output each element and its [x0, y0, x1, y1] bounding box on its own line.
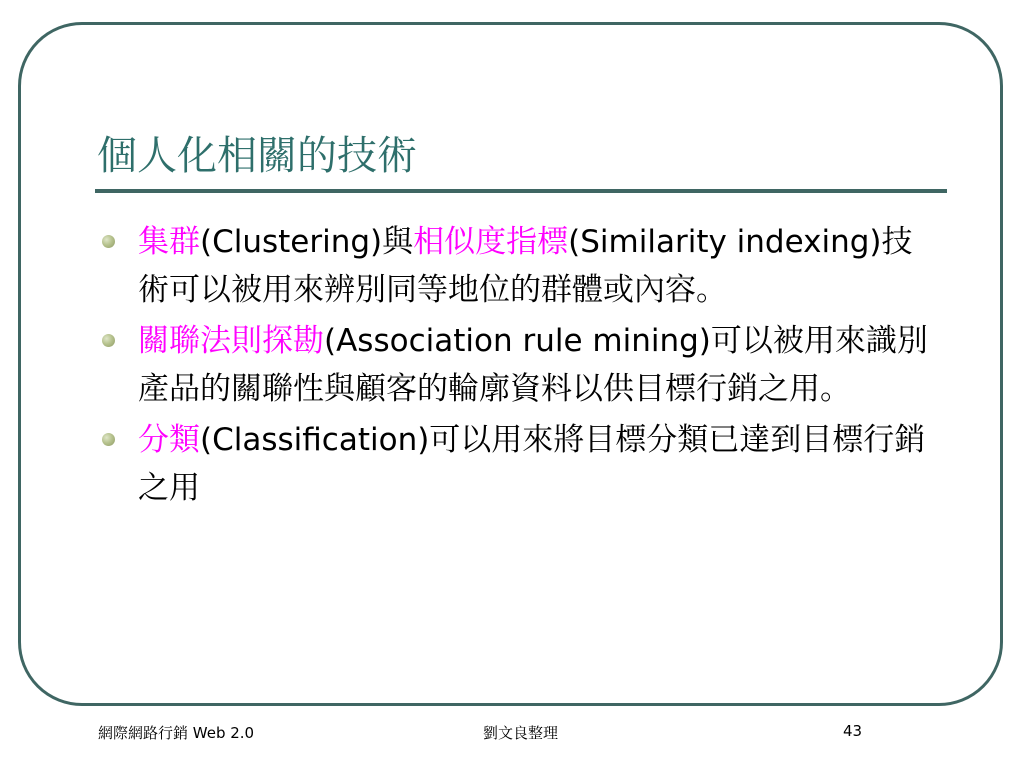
bullet-text: (Classification)可以用來將目標分類已達到目標行銷之用: [138, 422, 926, 506]
bullet-dot-icon: [102, 334, 115, 347]
footer-course-title: 網際網路行銷 Web 2.0: [98, 724, 255, 742]
keyword-text: 相似度指標: [413, 224, 569, 260]
keyword-text: 分類: [138, 422, 200, 458]
bullet-text: (Similarity indexing)技術可以被用來辨別同等地位的群體或內容。: [138, 224, 913, 308]
slide-title: 個人化相關的技術: [97, 133, 417, 179]
bullet-text: (Clustering)與: [200, 224, 414, 260]
keyword-text: 集群: [138, 224, 200, 260]
footer-author: 劉文良整理: [483, 724, 559, 742]
keyword-text: 關聯法則探勘: [138, 323, 324, 359]
bullet-item: [100, 317, 930, 413]
title-divider: [95, 189, 947, 193]
page-number: 43: [843, 722, 863, 740]
bullet-list: [100, 218, 930, 515]
bullet-text: (Association rule mining)可以被用來識別產品的關聯性與顧客的輪廓資料以供目標行銷之用。: [138, 323, 928, 407]
bullet-item: [100, 416, 930, 512]
bullet-dot-icon: [102, 433, 115, 446]
bullet-item: [100, 218, 930, 314]
bullet-dot-icon: [102, 235, 115, 248]
